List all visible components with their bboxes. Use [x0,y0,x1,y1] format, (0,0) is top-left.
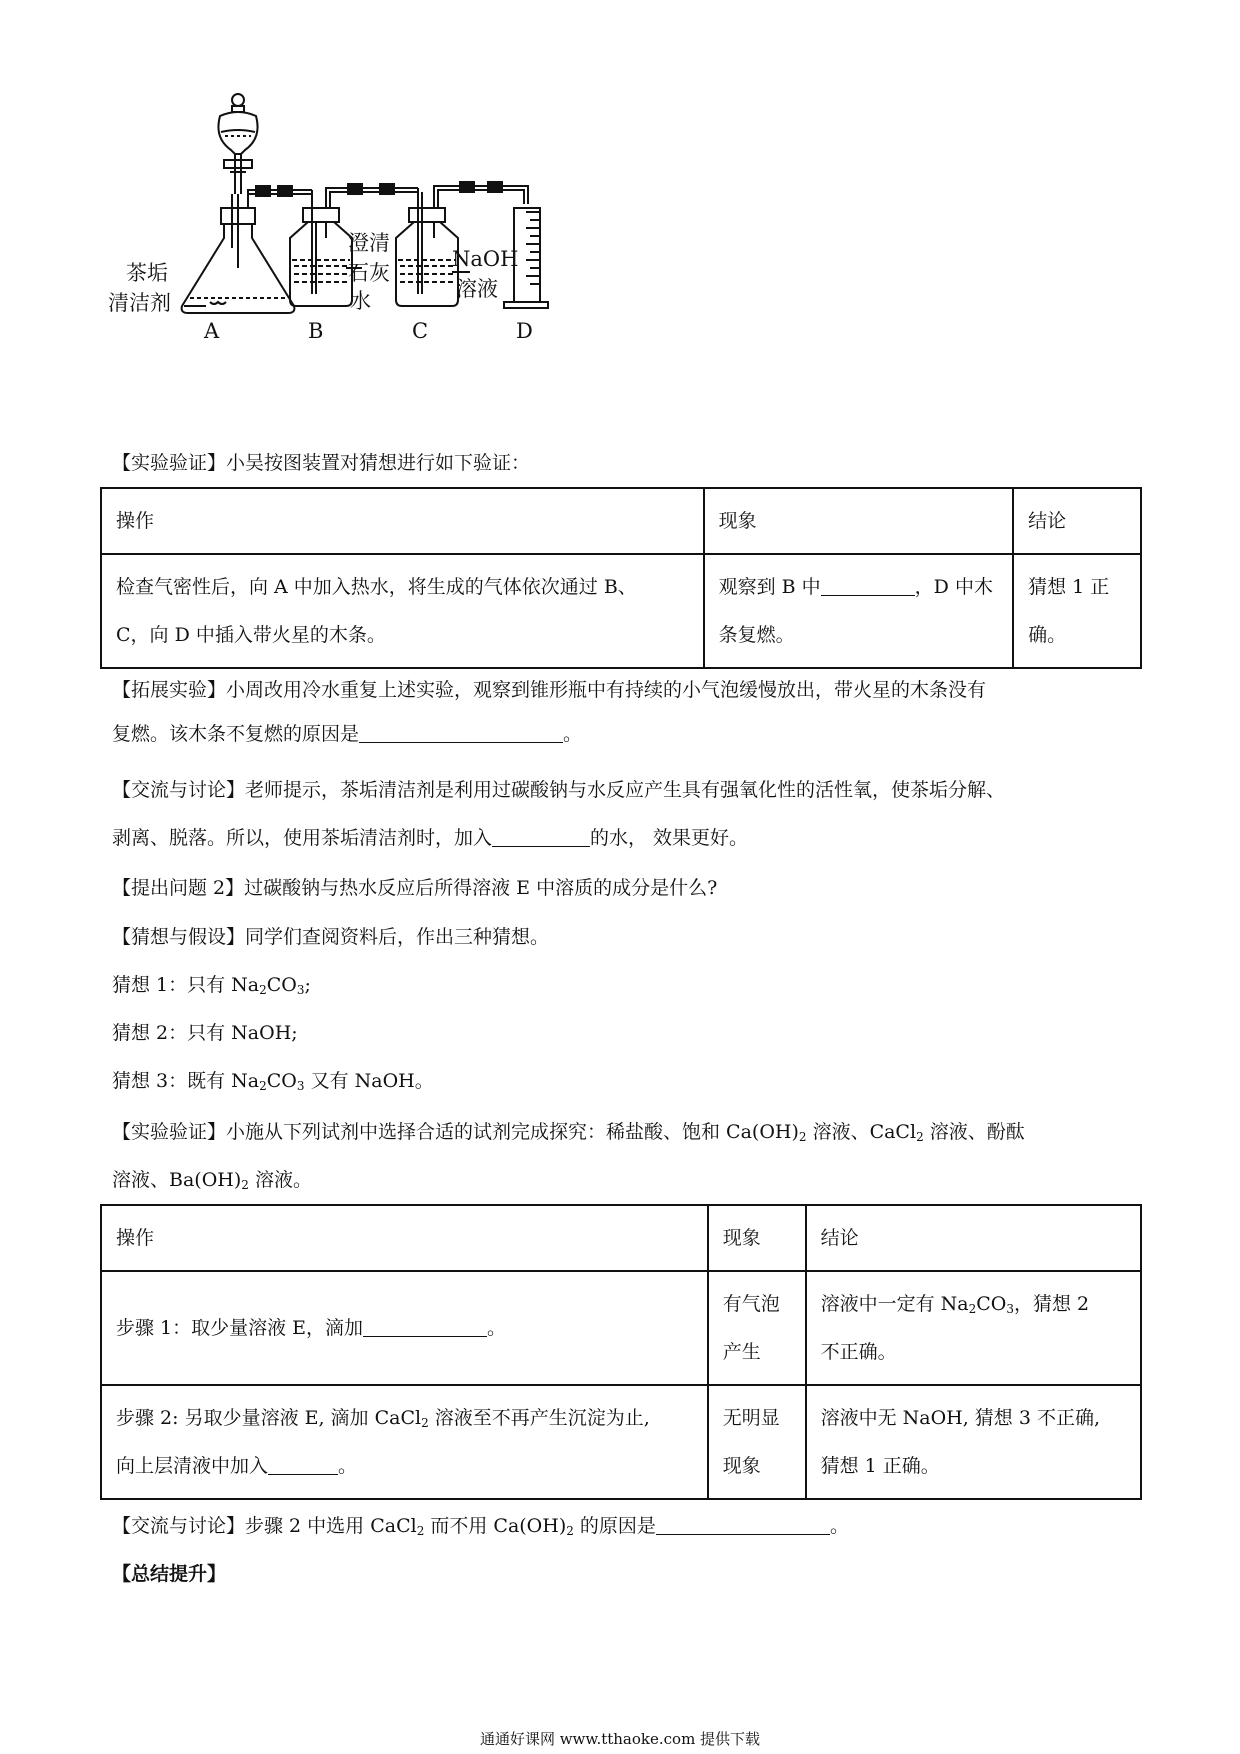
answer-blank-water-type[interactable] [492,824,590,847]
table1-conclusion-cell: 猜想 1 正 确。 [1013,554,1141,668]
figure-label-d: D [516,319,533,343]
table2-step2-conclusion: 溶液中无 NaOH, 猜想 3 不正确, 猜想 1 正确。 [806,1385,1141,1499]
figure-label-c: C [412,319,429,343]
table2-header-phenomenon: 现象 [708,1205,806,1271]
hypothesis-3: 猜想 3：既有 $Na_2CO_3$ 又有 NaOH。 [112,1070,434,1093]
table1-header-conclusion: 结论 [1013,488,1141,554]
answer-blank-not-relit-reason[interactable] [359,720,563,743]
table2-step1-phenomenon: 有气泡 产生 [708,1271,806,1385]
figure-label-limewater-1: 澄清 [348,231,390,255]
figure-label-b: B [308,319,324,343]
table1-phenomenon-cell: 观察到 B 中 ，D 中木 条复燃。 [704,554,1014,668]
figure-label-cleaner-1: 茶垢 [126,261,168,285]
answer-blank-step1-reagent[interactable] [363,1314,487,1337]
discussion-2: 【交流与讨论】步骤 2 中选用 CaCl$_2$ 而不用 $Ca(OH)_2$ 的原因是 。 [112,1504,1142,1548]
answer-blank-reason-cacl2[interactable] [656,1512,830,1535]
table2-header-operation: 操作 [101,1205,708,1271]
figure-label-naoh-2: 溶液 [456,277,498,301]
table1-header-operation: 操作 [101,488,704,554]
bottle-b [290,208,352,306]
summary-heading: 【总结提升】 [112,1563,227,1585]
figure-label-naoh-1: NaOH [452,247,519,271]
table1-operation-cell: 检查气密性后，向 A 中加入热水，将生成的气体依次通过 B、 C，向 D 中插入带火星的木条。 [101,554,704,668]
hypotheses: 【猜想与假设】同学们查阅资料后，作出三种猜想。 猜想 1：只有 $Na_2CO_3$; 猜想 2：只有 NaOH; 猜想 3：既有 $Na_2CO_3$ 又有 NaOH。 [112,913,1142,1105]
table2-step1-operation: 步骤 1：取少量溶液 E，滴加 。 [101,1271,708,1385]
separatory-funnel [218,94,257,194]
verification-table-1 [100,487,1142,669]
hypothesis-1: 猜想 1：只有 $Na_2CO_3$; [112,974,311,997]
figure-label-a: A [204,319,220,343]
page-footer: 通通好课网 www.tthaoke.com 提供下载 [479,1730,761,1748]
figure-label-limewater-3: 水 [350,289,371,313]
answer-blank-b-observation[interactable] [821,573,915,596]
table2-step1-conclusion: 溶液中一定有 $Na_2CO_3$，猜想 2 不正确。 [806,1271,1141,1385]
question-2: 【提出问题 2】过碳酸钠与热水反应后所得溶液 E 中溶质的成分是什么? [112,877,718,899]
table2-step2-operation: 步骤 2: 另取少量溶液 E, 滴加 CaCl$_2$ 溶液至不再产生沉淀为止, 向上层清液中加入 。 [101,1385,708,1499]
table2-header-conclusion: 结论 [806,1205,1141,1271]
table1-header-phenomenon: 现象 [704,488,1014,554]
figure-label-limewater-2: 石灰 [348,261,390,285]
apparatus-figure [100,88,620,388]
verification-table-2 [100,1204,1142,1500]
table2-step2-phenomenon: 无明显 现象 [708,1385,806,1499]
expansion-experiment: 【拓展实验】小周改用冷水重复上述实验，观察到锥形瓶中有持续的小气泡缓慢放出，带火星的木条没有 复燃。该木条不复燃的原因是 。 [112,679,987,745]
section1-heading: 【实验验证】小吴按图装置对猜想进行如下验证： [112,452,531,474]
answer-blank-step2-reagent[interactable] [268,1452,338,1475]
section2-heading: 【实验验证】小施从下列试剂中选择合适的试剂完成探究：稀盐酸、饱和 $Ca(OH)_2$ 溶液、CaCl$_2$ 溶液、酚酞 溶液、$Ba(OH)_2$ 溶液。 [112,1121,1025,1192]
bottle-c [396,188,458,306]
flask-a [182,194,295,313]
figure-label-cleaner-2: 清洁剂 [108,291,171,315]
hypothesis-2: 猜想 2：只有 NaOH; [112,1022,298,1044]
discussion-1: 【交流与讨论】老师提示，茶垢清洁剂是利用过碳酸钠与水反应产生具有强氧化性的活性氧，使茶垢分解、 剥离、脱落。所以，使用茶垢清洁剂时，加入 的水， 效果更好。 [112,779,1006,849]
